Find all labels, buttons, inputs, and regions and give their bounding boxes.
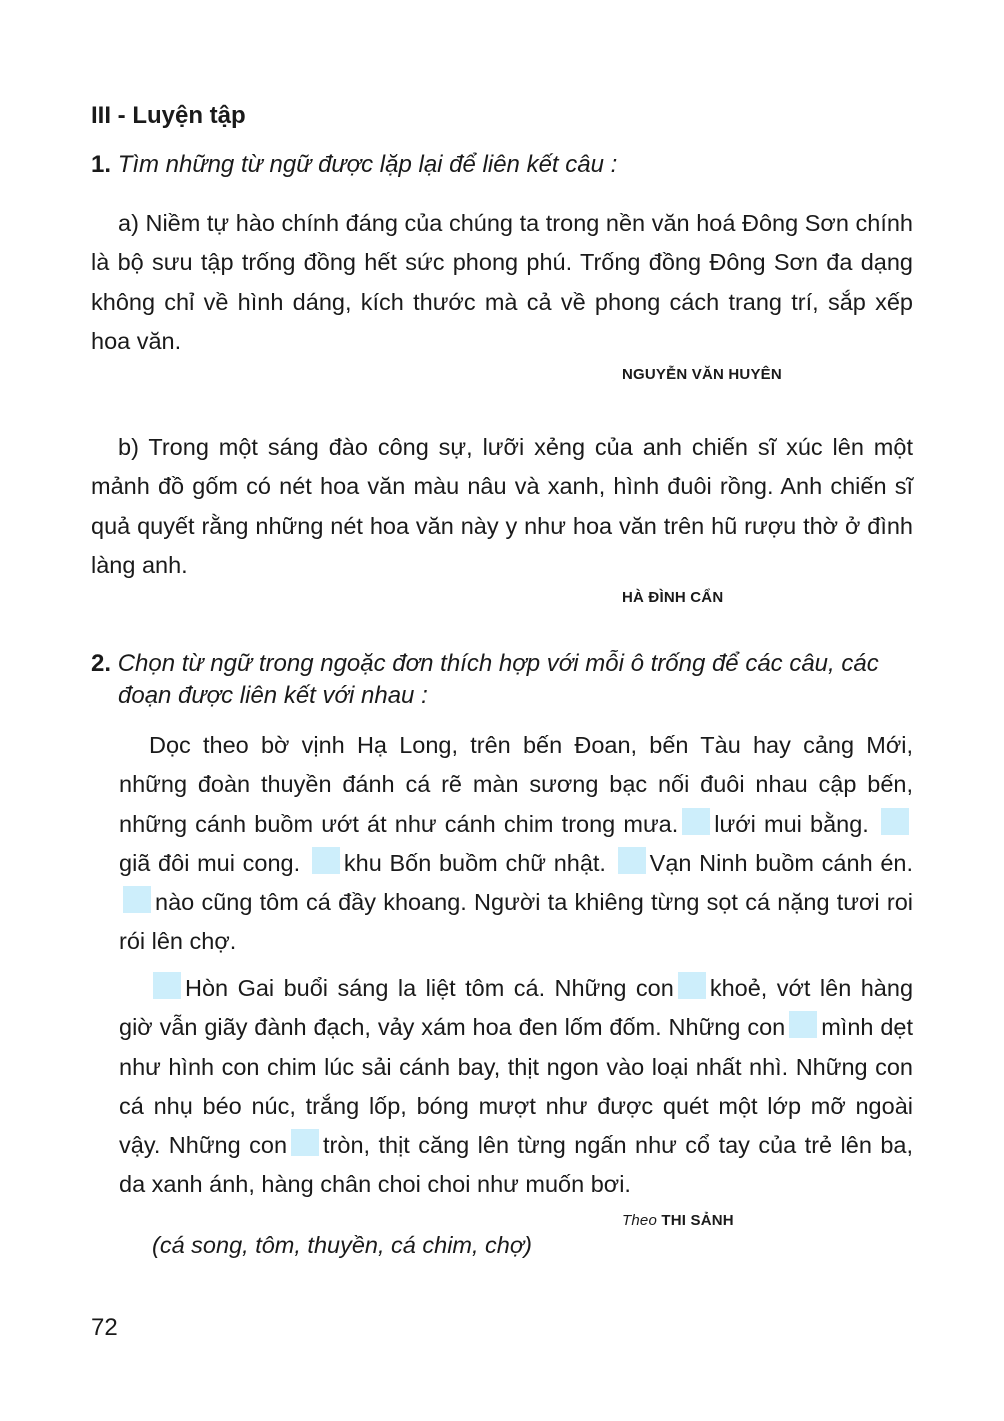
passage-fill-1-text: Vạn Ninh buồm cánh én. [649, 849, 914, 876]
passage-fill-2-text: mình dẹt như hình con chim lúc sải cánh bay, thịt ngon vào loại nhất nhì. Những con cá nhụ béo núc, trắng lốp, bóng mượt như được quét một lớp mỡ ngoài vậy. Những con [119, 1014, 914, 1159]
author-b: HÀ ĐÌNH CẨN [622, 589, 724, 606]
exercise-2-title [91, 648, 913, 712]
source-prefix: Theo [622, 1212, 657, 1229]
passage-fill-1-text: khu Bốn buồm chữ nhật. [343, 849, 606, 876]
blank-box-2[interactable] [881, 808, 909, 835]
exercise-1-title [91, 149, 617, 181]
blank-box-8[interactable] [789, 1011, 817, 1038]
blank-box-7[interactable] [678, 972, 706, 999]
exercise-2-instruction: Chọn từ ngữ trong ngoặc đơn thích hợp với mỗi ô trống để các câu, các đoạn được liên kết với nhau : [117, 650, 879, 709]
passage-fill-2-text: Hòn Gai buổi sáng la liệt tôm cá. Những con [185, 975, 674, 1001]
passage-fill-2 [119, 969, 913, 1205]
passage-fill-1-text: Dọc theo bờ vịnh Hạ Long, trên bến Đoan, bến Tàu hay cảng Mới, những đoàn thuyền đánh cá rẽ màn sương bạc nối đuôi nhau cập bến, những cánh buồm ướt át như cánh chim trong mưa. [119, 732, 913, 837]
passage-b: b) Trong một sáng đào công sự, lưỡi xẻng của anh chiến sĩ xúc lên một mảnh đồ gốm có nét hoa văn màu nâu và xanh, hình đuôi rồng. Anh chiến sĩ quả quyết rằng những nét hoa văn này y như hoa văn trên hũ rượu thờ ở đình làng anh. [91, 434, 913, 578]
blank-box-1[interactable] [682, 808, 710, 835]
passage-a: a) Niềm tự hào chính đáng của chúng ta trong nền văn hoá Đông Sơn chính là bộ sưu tập trống đồng hết sức phong phú. Trống đồng Đông Sơn đa dạng không chỉ về hình dáng, kích thước mà cả về phong cách trang trí, sắp xếp hoa văn. [91, 210, 913, 354]
author-a: NGUYỄN VĂN HUYÊN [622, 366, 782, 383]
page-number: 72 [91, 1314, 118, 1341]
passage-fill-1-text: lưới mui bằng. [714, 810, 869, 837]
blank-box-6[interactable] [153, 972, 181, 999]
passage-fill-1 [119, 726, 913, 962]
author-c [622, 1212, 734, 1229]
blank-box-5[interactable] [123, 886, 151, 913]
exercise-2-number: 2. [91, 650, 112, 677]
passage-fill-2-text: tròn, thịt căng lên từng ngấn như cổ tay của trẻ lên ba, da xanh ánh, hàng chân choi choi như muốn bơi. [119, 1132, 913, 1198]
exercise-1-number: 1. [91, 151, 112, 178]
section-heading: III - Luyện tập [91, 102, 246, 129]
passage-fill-2-text: khoẻ, vớt lên hàng giờ vẫn giãy đành đạch, vảy xám hoa đen lốm đốm. Những con [119, 975, 914, 1041]
blank-box-9[interactable] [291, 1129, 319, 1156]
author-name: THI SẢNH [661, 1212, 734, 1229]
blank-box-3[interactable] [312, 847, 340, 874]
word-choices: (cá song, tôm, thuyền, cá chim, chợ) [152, 1232, 532, 1258]
passage-fill-1-text: nào cũng tôm cá đầy khoang. Người ta khiêng từng sọt cá nặng tươi roi rói lên chợ. [119, 889, 913, 955]
blank-box-4[interactable] [618, 847, 646, 874]
exercise-1-instruction: Tìm những từ ngữ được lặp lại để liên kết câu : [117, 151, 618, 178]
passage-fill-1-text: giã đôi mui cong. [119, 849, 301, 876]
